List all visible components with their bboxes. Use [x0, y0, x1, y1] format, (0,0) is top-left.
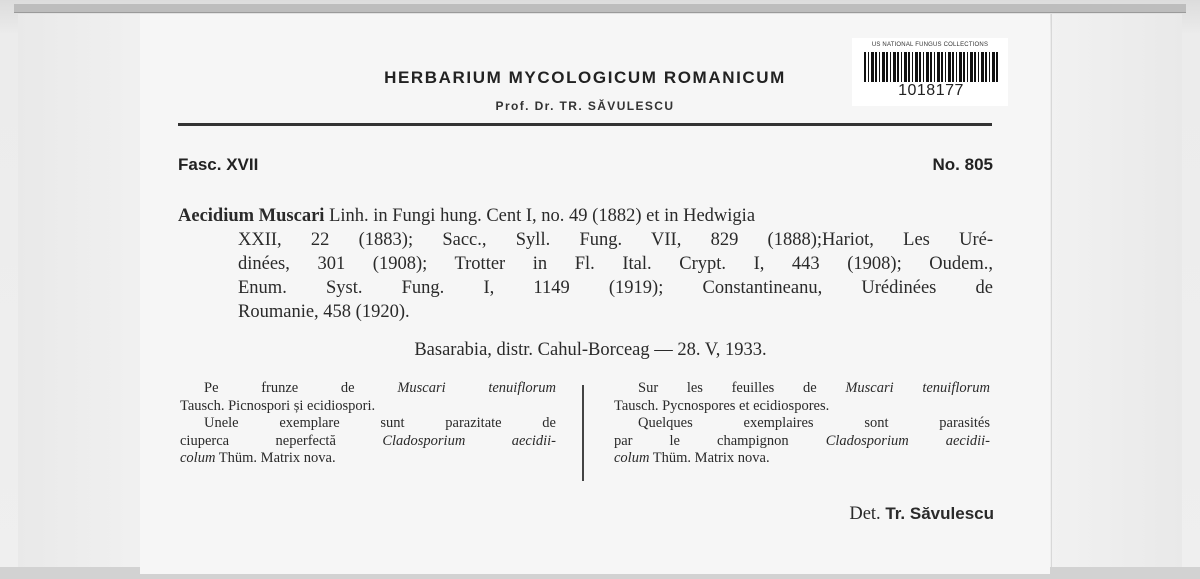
note-line: Unele exemplare sunt parazitate de — [204, 415, 556, 431]
note-line: colum Thüm. Matrix nova. — [180, 450, 336, 466]
note-line: Tausch. Pycnospores et ecidiospores. — [614, 397, 830, 414]
barcode-icon — [864, 52, 998, 82]
notes-romanian — [180, 380, 556, 468]
taxon-citation — [178, 204, 993, 324]
column-divider — [582, 385, 584, 481]
barcode-label — [852, 38, 1008, 106]
header-rule — [178, 123, 992, 126]
note-line: colum Thüm. Matrix nova. — [614, 450, 770, 466]
citation-line: Enum. Syst. Fung. I, 1149 (1919); Constantineanu, Urédinées de — [238, 278, 993, 298]
herbarium-title: HERBARIUM MYCOLOGICUM ROMANICUM — [384, 68, 786, 87]
note-line: ciuperca neperfectă Cladosporium aecidii- — [180, 432, 557, 449]
note-line: Quelques exemplaires sont parasités — [638, 415, 990, 431]
determiner-name: Tr. Săvulescu — [885, 504, 994, 523]
determiner: Det. Tr. Săvulescu — [849, 504, 994, 524]
citation-line: Aecidium Muscari Linh. in Fungi hung. Cent I, no. 49 (1882) et in Hedwigia — [178, 206, 756, 226]
specimen-number: No. 805 — [932, 155, 993, 174]
notes-french — [614, 380, 990, 468]
collection-locality: Basarabia, distr. Cahul-Borceag — 28. V, 1933. — [414, 340, 767, 360]
herbarium-curator: Prof. Dr. TR. SĂVULESCU — [495, 99, 675, 113]
citation-line: XXII, 22 (1883); Sacc., Syll. Fung. VII, 829 (1888);Hariot, Les Uré- — [238, 230, 993, 250]
envelope-right-flap — [1051, 14, 1182, 569]
taxon-name: Aecidium Muscari — [178, 206, 325, 226]
note-line: Sur les feuilles de Muscari tenuiflorum — [638, 380, 990, 396]
envelope-top-edge — [14, 4, 1186, 13]
envelope-left-flap — [18, 14, 149, 569]
barcode-caption: US NATIONAL FUNGUS COLLECTIONS — [871, 42, 989, 48]
fascicle-number: Fasc. XVII — [178, 155, 259, 174]
barcode-number: 1018177 — [898, 82, 964, 99]
citation-line: Roumanie, 458 (1920). — [238, 302, 410, 322]
note-line: par le champignon Cladosporium aecidii- — [614, 432, 990, 449]
note-line: Tausch. Picnospori și ecidiospori. — [180, 397, 376, 414]
note-line: Pe frunze de Muscari tenuiflorum — [204, 380, 557, 396]
citation-line: dinées, 301 (1908); Trotter in Fl. Ital. Crypt. I, 443 (1908); Oudem., — [238, 254, 993, 274]
